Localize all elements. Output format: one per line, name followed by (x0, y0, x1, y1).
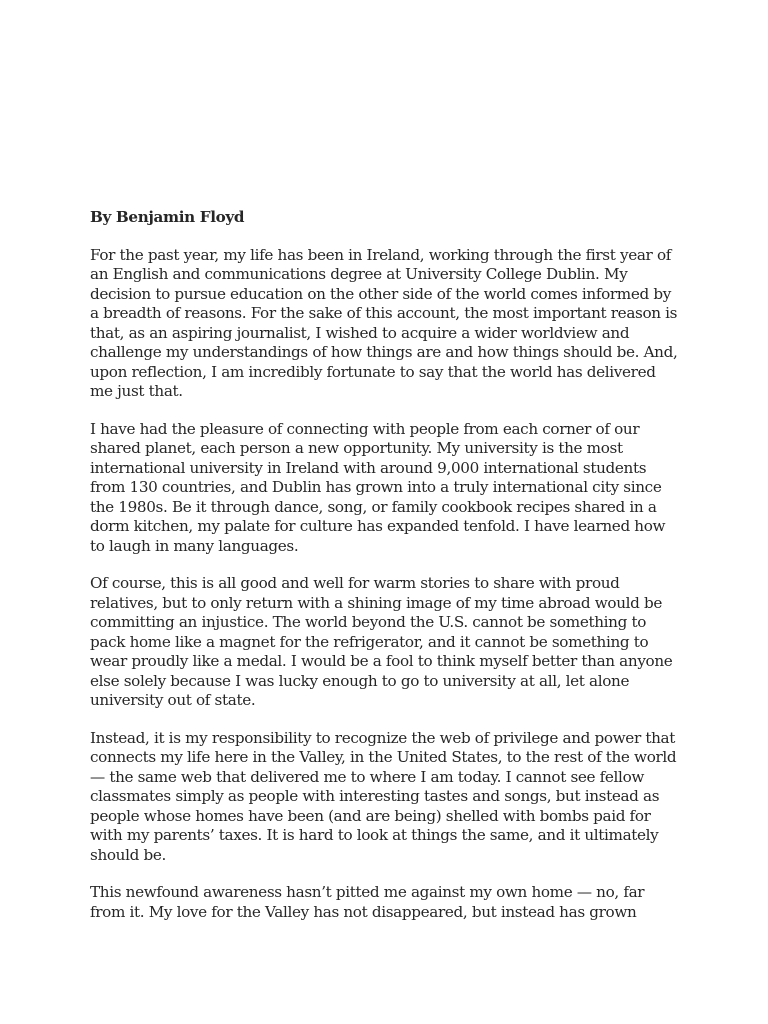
paragraph-2: I have had the pleasure of connecting with people from each corner of our shared planet, each person a new opportunity. My university is the most international university in Ireland with around 9,000 international students from 130 countries, and Dublin has grown into a truly international city since the 1980s. Be it through dance, song, or family cookbook recipes shared in a dorm kitchen, my palate for culture has expanded tenfold. I have learned how to laugh in many languages. (90, 419, 666, 555)
author-byline: By Benjamin Floyd (90, 208, 245, 226)
paragraph-3: Of course, this is all good and well for warm stories to share with proud relatives, but to only return with a shining image of my time abroad would be committing an injustice. The world beyond the U.S. cannot be something to pack home like a magnet for the refrigerator, and it cannot be something to wear proudly like a medal. I would be a fool to think myself better than anyone else solely because I was lucky enough to go to university at all, let alone university out of state. (90, 574, 673, 709)
paragraph-1: For the past year, my life has been in Ireland, working through the first year of an English and communications degree at University College Dublin. My decision to pursue education on the other side of the world comes informed by a breadth of reasons. For the sake of this account, the most important reason is that, as an aspiring journalist, I wished to acquire a wider worldview and challenge my understandings of how things are and how things should be. And, upon reflection, I am incredibly fortunate to say that the world has delivered me just that. (90, 245, 678, 400)
paragraph-4: Instead, it is my responsibility to recognize the web of privilege and power that connects my life here in the Valley, in the United States, to the rest of the world — the same web that delivered me to where I am today. I cannot see fellow classmates simply as people with interesting tastes and songs, but instead as people whose homes have been (and are being) shelled with bombs paid for with my parents’ taxes. It is hard to look at things the same, and it ultimately should be. (90, 728, 677, 864)
article-body (90, 208, 682, 940)
paragraph-5: This newfound awareness hasn’t pitted me against my own home — no, far from it. My love for the Valley has not disappeared, but instead has grown (90, 883, 645, 921)
